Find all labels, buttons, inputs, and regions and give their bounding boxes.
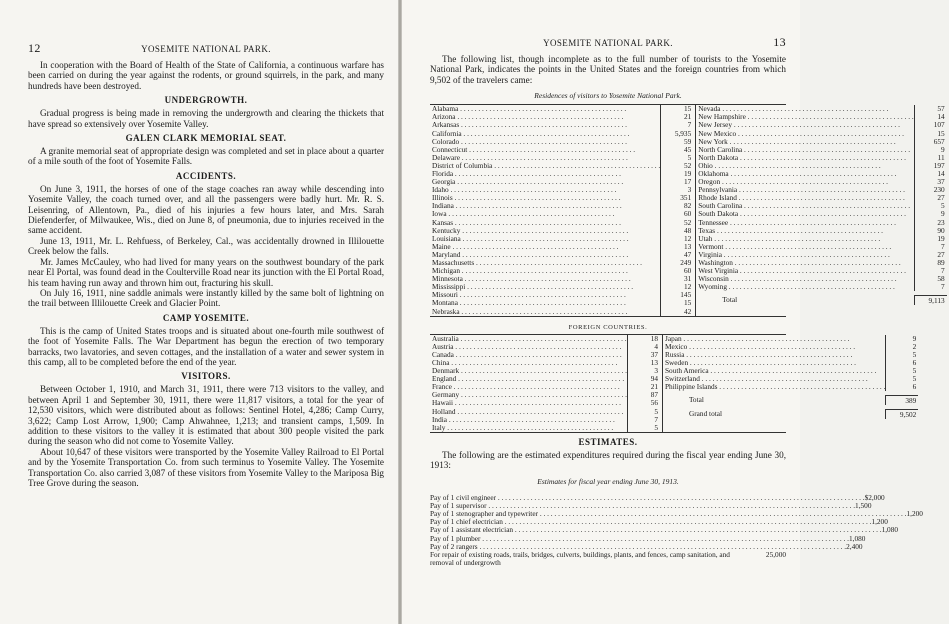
row-label: New Hampshire . . . bbox=[698, 113, 913, 121]
row-value: 7 bbox=[914, 283, 947, 291]
row-label: Switzerland . . . bbox=[665, 375, 885, 383]
row-value: 5 bbox=[885, 367, 918, 375]
row-label: Germany . . . bbox=[432, 391, 627, 399]
row-value: 21 bbox=[627, 383, 660, 391]
row-value: 37 bbox=[627, 351, 660, 359]
row-label: Indiana . . . bbox=[432, 202, 660, 210]
row-value: 351 bbox=[660, 194, 693, 202]
estimate-value: 1,200 bbox=[871, 517, 888, 527]
estimate-value: 1,080 bbox=[848, 533, 866, 543]
estimate-label: Pay of 1 plumber . . . bbox=[430, 535, 849, 543]
row-value: 59 bbox=[660, 138, 693, 146]
row-label: Florida . . . bbox=[432, 170, 660, 178]
foreign-heading: FOREIGN COUNTRIES. bbox=[568, 323, 648, 331]
table-caption: Residences of visitors to Yosemite National Park. bbox=[534, 91, 682, 101]
row-label: Maine . . . bbox=[432, 243, 660, 251]
row-label: China . . . bbox=[432, 359, 627, 367]
row-label: Oregon . . . bbox=[698, 178, 913, 186]
row-label: Mississippi . . . bbox=[432, 283, 660, 291]
row-label: Montana . . . bbox=[432, 299, 660, 307]
row-label: Colorado . . . bbox=[432, 138, 660, 146]
row-label: France . . . bbox=[432, 383, 627, 391]
row-value: 19 bbox=[660, 170, 693, 178]
row-label: Kansas . . . bbox=[432, 219, 660, 227]
page-number: 12 bbox=[28, 41, 41, 55]
row-value: 52 bbox=[660, 162, 693, 170]
row-value: 145 bbox=[660, 291, 693, 299]
row-label: Missouri . . . bbox=[432, 291, 660, 299]
paragraph: June 13, 1911, Mr. L. Rehfuess, of Berkeley, Cal., was accidentally drowned in Illilouette Creek below the falls. bbox=[28, 235, 384, 257]
row-label: Washington . . . bbox=[698, 259, 913, 267]
row-value: 6 bbox=[885, 359, 918, 367]
row-label: West Virginia . . . bbox=[698, 267, 913, 275]
row-label: Georgia . . . bbox=[432, 178, 660, 186]
row-label: Oklahoma . . . bbox=[698, 170, 913, 178]
states-column-left bbox=[430, 105, 695, 315]
running-title: YOSEMITE NATIONAL PARK. bbox=[141, 44, 271, 54]
row-value: 58 bbox=[914, 275, 947, 283]
row-value: 94 bbox=[627, 375, 660, 383]
row-label: Maryland . . . bbox=[432, 251, 660, 259]
row-label: Russia . . . bbox=[665, 351, 885, 359]
row-label: Sweden . . . bbox=[665, 359, 885, 367]
paragraph: Mr. James McCauley, who had lived for many years on the southwest boundary of the park near El Portal, was found dead in the Coulterville Road near its junction with the El Portal Road, his team having run away and thrown him out, fracturing his skull. bbox=[28, 256, 384, 288]
foreign-total-row bbox=[665, 395, 918, 405]
table-row bbox=[698, 283, 946, 291]
row-label: Pennsylvania . . . bbox=[698, 186, 913, 194]
row-value: 9 bbox=[885, 335, 918, 343]
left-running-head bbox=[28, 41, 384, 60]
row-value: 37 bbox=[914, 178, 947, 186]
row-value: 230 bbox=[914, 186, 947, 194]
total-value: 9,113 bbox=[914, 295, 947, 305]
row-value: 249 bbox=[660, 259, 693, 267]
estimate-value: 2,400 bbox=[846, 541, 863, 551]
row-value: 15 bbox=[914, 130, 947, 138]
row-label: New Mexico . . . bbox=[698, 130, 913, 138]
row-label: New Jersey . . . bbox=[698, 121, 913, 129]
estimate-label: Pay of 1 assistant electrician . . . bbox=[430, 526, 882, 534]
row-value: 5 bbox=[914, 202, 947, 210]
row-label: Denmark . . . bbox=[432, 367, 627, 375]
row-value: 7 bbox=[627, 416, 660, 424]
row-label: North Carolina . . . bbox=[698, 146, 913, 154]
estimate-label: For repair of existing roads, trails, bridges, culverts, buildings, plants, and fences, camp sanitation, and removal of undergrowth bbox=[430, 550, 730, 568]
row-value: 56 bbox=[627, 399, 660, 407]
row-label: Wyoming . . . bbox=[698, 283, 913, 291]
row-label: Idaho . . . bbox=[432, 186, 660, 194]
estimate-label: Pay of 1 stenographer and typewriter . . . bbox=[430, 510, 907, 518]
row-value: 14 bbox=[914, 113, 947, 121]
row-label: Nebraska . . . bbox=[432, 308, 660, 316]
row-label: Alabama . . . bbox=[432, 105, 660, 113]
row-value: 87 bbox=[627, 391, 660, 399]
estimate-row bbox=[430, 551, 786, 567]
row-value: 12 bbox=[660, 283, 693, 291]
row-label: Vermont . . . bbox=[698, 243, 913, 251]
row-label: South Dakota . . . bbox=[698, 210, 913, 218]
row-value: 82 bbox=[660, 202, 693, 210]
grand-total-row bbox=[665, 409, 918, 419]
row-value: 52 bbox=[660, 219, 693, 227]
row-label: Austria . . . bbox=[432, 343, 627, 351]
row-value: 7 bbox=[914, 267, 947, 275]
foreign-column-left bbox=[430, 335, 662, 432]
row-label: Minnesota . . . bbox=[432, 275, 660, 283]
section-heading: VISITORS. bbox=[181, 371, 231, 382]
row-label: Delaware . . . bbox=[432, 154, 660, 162]
row-value: 60 bbox=[660, 210, 693, 218]
row-label: Virginia . . . bbox=[698, 251, 913, 259]
estimate-value: 1,200 bbox=[906, 509, 923, 518]
section-heading: UNDERGROWTH. bbox=[164, 95, 248, 106]
row-value: 657 bbox=[914, 138, 947, 146]
row-value: 42 bbox=[660, 308, 693, 316]
paragraph: This is the camp of United States troops and is situated about one-fourth mile southwest of the foot of Yosemite Falls. The War Department has begun the erection of two temporary barracks, two lavatories, and seven cottages, and the installation of a water and sewer system in this camp, all to be completed before the end of the year. bbox=[28, 325, 384, 367]
paragraph: On July 16, 1911, nine saddle animals were instantly killed by the same bolt of lightning on the trail between Illilouette Creek and Glacier Point. bbox=[28, 287, 384, 309]
row-label: Australia . . . bbox=[432, 335, 627, 343]
row-value: 90 bbox=[914, 227, 947, 235]
estimate-label: Pay of 1 chief electrician . . . bbox=[430, 518, 871, 526]
estimate-value: 1,080 bbox=[881, 525, 898, 535]
row-label: Arkansas . . . bbox=[432, 121, 660, 129]
row-value: 12 bbox=[660, 235, 693, 243]
row-label: Wisconsin . . . bbox=[698, 275, 913, 283]
row-label: Illinois . . . bbox=[432, 194, 660, 202]
row-label: District of Columbia . . . bbox=[432, 162, 660, 170]
row-value: 4 bbox=[627, 343, 660, 351]
foreign-table bbox=[430, 333, 917, 433]
row-value: 89 bbox=[914, 259, 947, 267]
row-value: 3 bbox=[627, 367, 660, 375]
table-caption: Estimates for fiscal year ending June 30, 1913. bbox=[537, 476, 679, 486]
row-value: 27 bbox=[914, 194, 947, 202]
row-label: South Carolina . . . bbox=[698, 202, 913, 210]
paragraph: Between October 1, 1910, and March 31, 1911, there were 713 visitors to the valley, and between April 1 and September 30, 1911, there were 11,817 visitors, a total for the year of 12,530 visitors, which were distributed about as follows: Sentinel Hotel, 4,286; Camp Curry, 3,622; Camp Lost Arrow, 1,900; Camp Ahwahnee, 1,213; and transient camps, 1,509. In addition to these visitors to the valley it is estimated that about 300 people visited the park during the season who did not come to Yosemite Valley. bbox=[28, 384, 384, 447]
intro-paragraph: In cooperation with the Board of Health of the State of California, a continuous warfare has been carried on during the year against the rodents, or ground squirrels, in the park, and many hundreds have been destroyed. bbox=[28, 60, 384, 91]
row-value: 60 bbox=[660, 267, 693, 275]
row-value: 5 bbox=[885, 351, 918, 359]
row-label: Canada . . . bbox=[432, 351, 627, 359]
table-row bbox=[665, 383, 918, 391]
row-value: 197 bbox=[914, 162, 947, 170]
row-value: 9 bbox=[914, 146, 947, 154]
paragraph: A granite memorial seat of appropriate design was completed and set in place about a quarter of a mile south of the foot of Yosemite Falls. bbox=[28, 146, 384, 167]
row-value: 5 bbox=[660, 154, 693, 162]
section-heading: GALEN CLARK MEMORIAL SEAT. bbox=[125, 133, 287, 144]
section-heading: ACCIDENTS. bbox=[175, 170, 237, 181]
row-value: 5 bbox=[885, 375, 918, 383]
row-value: 15 bbox=[660, 105, 693, 113]
total-label: Total bbox=[688, 395, 704, 405]
row-label: Arizona . . . bbox=[432, 113, 660, 121]
row-value: 5,935 bbox=[660, 130, 693, 138]
row-label: New York . . . bbox=[698, 138, 913, 146]
row-value: 45 bbox=[660, 146, 693, 154]
states-column-right bbox=[695, 105, 948, 315]
row-value: 7 bbox=[660, 121, 693, 129]
row-value: 57 bbox=[914, 105, 947, 113]
section-heading: CAMP YOSEMITE. bbox=[162, 312, 250, 323]
row-value: 21 bbox=[660, 113, 693, 121]
estimate-label: Pay of 2 rangers . . . bbox=[430, 543, 846, 551]
row-value: 2 bbox=[885, 343, 918, 351]
total-label: Total bbox=[722, 295, 738, 305]
row-value: 47 bbox=[660, 251, 693, 259]
row-label: Japan . . . bbox=[665, 335, 885, 343]
row-value: 27 bbox=[914, 251, 947, 259]
row-value: 13 bbox=[660, 243, 693, 251]
row-label: Massachusetts . . . bbox=[432, 259, 660, 267]
row-label: Hawaii . . . bbox=[432, 399, 627, 407]
row-label: England . . . bbox=[432, 375, 627, 383]
estimate-value: 1,500 bbox=[855, 500, 872, 510]
row-label: Holland . . . bbox=[432, 408, 627, 416]
row-value: 5 bbox=[627, 408, 660, 416]
row-value: 5 bbox=[627, 424, 660, 432]
row-label: Ohio . . . bbox=[698, 162, 913, 170]
right-running-head bbox=[430, 35, 786, 54]
estimates-table bbox=[430, 492, 923, 568]
running-title: YOSEMITE NATIONAL PARK. bbox=[543, 38, 673, 48]
row-label: Utah . . . bbox=[698, 235, 913, 243]
row-value: 15 bbox=[660, 299, 693, 307]
estimate-label: Pay of 1 supervisor . . . bbox=[430, 502, 855, 510]
paragraph: On June 3, 1911, the horses of one of the stage coaches ran away while descending into Yosemite Valley, the coach turned over, and all the passengers were badly hurt. Mr. R. S. Leisenring, of Allentown, Pa., died of his injuries a few hours later, and Mrs. Sarah Diefenderfer, of Milwaukee, Wis., died on June 8, of pneumonia, due to injuries received in the same accident. bbox=[28, 183, 384, 236]
row-label: Tennessee . . . bbox=[698, 219, 913, 227]
foreign-column-right bbox=[662, 335, 920, 432]
row-label: Michigan . . . bbox=[432, 267, 660, 275]
row-label: India . . . bbox=[432, 416, 627, 424]
row-value: 31 bbox=[660, 275, 693, 283]
section-heading: ESTIMATES. bbox=[578, 436, 638, 447]
row-label: North Dakota . . . bbox=[698, 154, 913, 162]
row-value: 17 bbox=[660, 178, 693, 186]
row-value: 13 bbox=[627, 359, 660, 367]
row-value: 7 bbox=[914, 243, 947, 251]
row-value: 11 bbox=[914, 154, 947, 162]
row-label: Nevada . . . bbox=[698, 105, 913, 113]
row-value: 23 bbox=[914, 219, 947, 227]
grand-total-label: Grand total bbox=[688, 409, 723, 419]
states-table bbox=[430, 104, 945, 316]
row-label: Kentucky . . . bbox=[432, 227, 660, 235]
estimate-value: $2,000 bbox=[864, 492, 885, 502]
table-row bbox=[432, 308, 693, 316]
row-value: 9 bbox=[914, 210, 947, 218]
row-label: California . . . bbox=[432, 130, 660, 138]
paragraph: The following are the estimated expenditures required during the fiscal year ending June 30, 1913: bbox=[430, 449, 786, 471]
row-value: 48 bbox=[660, 227, 693, 235]
total-value: 389 bbox=[885, 395, 918, 405]
row-label: Connecticut . . . bbox=[432, 146, 660, 154]
intro-paragraph: The following list, though incomplete as to the full number of tourists to the Yosemite National Park, indicates the points in the United States and the foreign countries from which 9,502 of the travelers came: bbox=[430, 54, 786, 85]
row-value: 19 bbox=[914, 235, 947, 243]
left-page bbox=[0, 0, 398, 624]
row-label: South America . . . bbox=[665, 367, 885, 375]
right-page bbox=[402, 0, 945, 624]
table-row bbox=[432, 424, 660, 432]
row-label: Philippine Islands . . . bbox=[665, 383, 885, 391]
grand-total-value: 9,502 bbox=[885, 409, 918, 419]
row-label: Texas . . . bbox=[698, 227, 913, 235]
states-total-row bbox=[698, 295, 946, 305]
paragraph: About 10,647 of these visitors were transported by the Yosemite Valley Railroad to El Portal and by the Yosemite Transportation Co. from such terminus to Yosemite Valley. The Yosemite Transportation Co. also carried 3,087 of these visitors from Yosemite Valley to the Mariposa Big Tree Grove during the season. bbox=[28, 446, 384, 488]
estimate-value: 25,000 bbox=[765, 550, 786, 560]
row-label: Louisiana . . . bbox=[432, 235, 660, 243]
paragraph: Gradual progress is being made in removing the undergrowth and clearing the thickets that have spread so extensively over Yosemite Valley. bbox=[28, 108, 384, 129]
row-label: Rhode Island . . . bbox=[698, 194, 913, 202]
row-value: 6 bbox=[885, 383, 918, 391]
row-value: 107 bbox=[914, 121, 947, 129]
row-label: Mexico . . . bbox=[665, 343, 885, 351]
row-value: 18 bbox=[627, 335, 660, 343]
row-label: Iowa . . . bbox=[432, 210, 660, 218]
estimate-label: Pay of 1 civil engineer . . . bbox=[430, 494, 865, 502]
row-value: 14 bbox=[914, 170, 947, 178]
page-number: 13 bbox=[773, 35, 786, 49]
row-value: 3 bbox=[660, 186, 693, 194]
row-label: Italy . . . bbox=[432, 424, 627, 432]
